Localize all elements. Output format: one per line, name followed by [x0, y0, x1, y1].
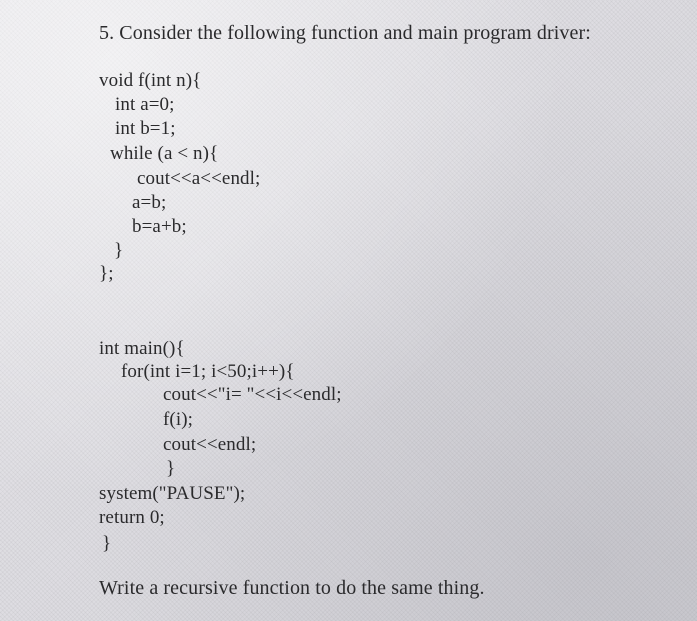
- code-line: system("PAUSE");: [99, 483, 246, 504]
- code-line: b=a+b;: [132, 216, 187, 237]
- code-line: cout<<"i= "<<i<<endl;: [163, 384, 342, 405]
- code-line: while (a < n){: [110, 143, 219, 164]
- code-line: f(i);: [163, 409, 194, 430]
- code-line: }: [166, 458, 176, 479]
- question-title: 5. Consider the following function and main program driver:: [99, 22, 591, 44]
- code-line: }: [102, 533, 112, 554]
- code-line: cout<<a<<endl;: [137, 168, 261, 189]
- code-line: int main(){: [99, 338, 185, 359]
- question-instruction: Write a recursive function to do the same thing.: [99, 577, 485, 599]
- code-line: int b=1;: [115, 118, 176, 139]
- code-line: void f(int n){: [99, 70, 202, 91]
- code-line: a=b;: [132, 192, 167, 213]
- code-line: };: [99, 263, 114, 284]
- code-line: for(int i=1; i<50;i++){: [121, 361, 295, 382]
- code-line: int a=0;: [115, 94, 175, 115]
- code-line: return 0;: [99, 507, 165, 528]
- code-line: }: [114, 240, 124, 261]
- code-line: cout<<endl;: [163, 434, 257, 455]
